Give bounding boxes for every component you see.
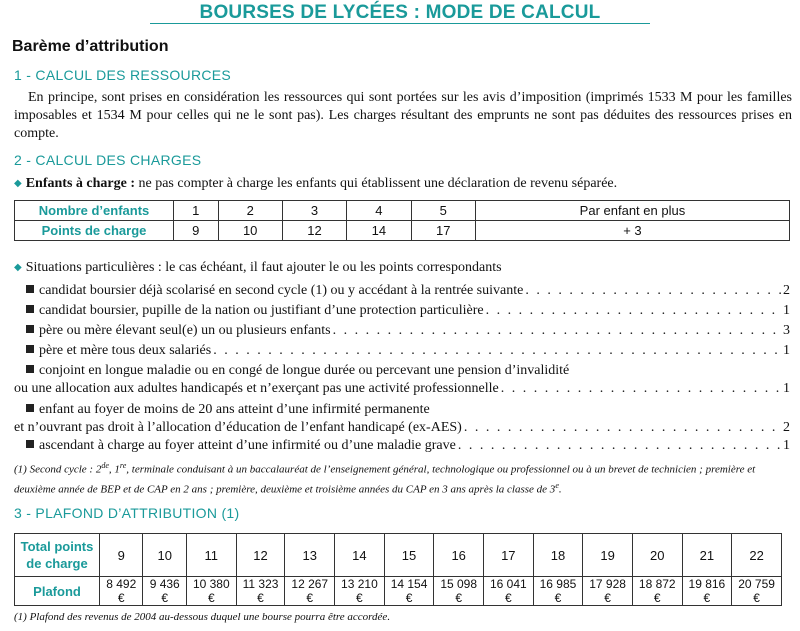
square-bullet-icon <box>26 285 34 293</box>
table-cell: 13 <box>285 534 335 577</box>
table-cell: 15 098 € <box>434 577 484 606</box>
situation-text: père ou mère élevant seul(e) un ou plusieurs enfants <box>39 323 331 338</box>
table-cell: 16 985 € <box>533 577 583 606</box>
square-bullet-icon <box>26 345 34 353</box>
dot-leader <box>464 419 781 437</box>
table-cell: 14 <box>335 534 385 577</box>
second-cycle-footnote <box>14 458 794 497</box>
title-rule <box>150 23 650 24</box>
table-cell: 10 <box>143 534 186 577</box>
dot-leader <box>458 437 781 455</box>
section-3-heading: 3 - PLAFOND D’ATTRIBUTION (1) <box>14 505 240 521</box>
section-1-heading: 1 - CALCUL DES RESSOURCES <box>14 67 232 83</box>
dot-leader <box>501 380 781 398</box>
situation-points: 2 <box>783 283 790 298</box>
row-header-line: de charge <box>26 556 88 571</box>
situation-text: enfant au foyer de moins de 20 ans atteint d’une infirmité permanente <box>39 402 430 417</box>
square-bullet-icon <box>26 440 34 448</box>
table-cell: 18 872 € <box>632 577 682 606</box>
square-bullet-icon <box>26 404 34 412</box>
table-cell: 3 <box>282 201 346 221</box>
table-cell: 10 380 € <box>186 577 236 606</box>
list-item <box>26 282 790 300</box>
table-cell: 4 <box>347 201 411 221</box>
table-cell: 17 928 € <box>583 577 633 606</box>
page-title: BOURSES DE LYCÉES : MODE DE CALCUL <box>199 2 601 23</box>
row-header: Plafond <box>15 577 100 606</box>
row-header: Points de charge <box>15 221 174 241</box>
table-cell: 5 <box>411 201 475 221</box>
list-item <box>14 362 790 398</box>
table-row <box>15 577 782 606</box>
table-cell: 9 <box>174 221 219 241</box>
footnote-text: , terminale conduisant à un baccalauréat de l’enseignement général, technologique ou professionnel ou à un brevet de technicien ; première et deuxième année de BEP et de CAP en 2 ans ; première, deuxième et troisième années du CAP en 3 ans après la classe de 3 <box>14 463 756 496</box>
situation-points: 1 <box>783 303 790 318</box>
enfants-a-charge-line <box>14 176 617 192</box>
footnote-sup: de <box>101 461 109 470</box>
footnote-sup: re <box>119 461 127 470</box>
table-cell: 20 <box>632 534 682 577</box>
dot-leader <box>333 322 781 340</box>
table-cell: 12 <box>282 221 346 241</box>
table-cell: 18 <box>533 534 583 577</box>
footnote-text: , 1 <box>108 463 120 476</box>
row-header <box>15 534 100 577</box>
footnote-text: (1) Second cycle : 2 <box>14 463 102 476</box>
table-cell: 8 492 € <box>100 577 143 606</box>
enfants-text: ne pas compter à charge les enfants qui établissent une déclaration de revenu séparée. <box>134 176 618 191</box>
table-cell: 12 <box>236 534 285 577</box>
situation-text: ou une allocation aux adultes handicapés et n’exerçant pas une activité professionnelle <box>14 381 499 396</box>
table-cell: 19 <box>583 534 633 577</box>
plafond-footnote: (1) Plafond des revenus de 2004 au-dessous duquel une bourse pourra être accordée. <box>14 611 391 623</box>
situation-text: ascendant à charge au foyer atteint d’une infirmité ou d’une maladie grave <box>39 438 456 453</box>
situation-text: conjoint en longue maladie ou en congé de longue durée ou percevant une pension d’invalidité <box>39 363 570 378</box>
situation-points: 3 <box>783 323 790 338</box>
situation-points: 1 <box>783 381 790 396</box>
list-item <box>26 342 790 360</box>
table-cell: 22 <box>732 534 782 577</box>
square-bullet-icon <box>26 305 34 313</box>
table-cell: 13 210 € <box>335 577 385 606</box>
list-item <box>26 302 790 320</box>
square-bullet-icon <box>26 325 34 333</box>
footnote-text: . <box>558 483 562 496</box>
list-item <box>14 401 790 437</box>
table-cell: 11 <box>186 534 236 577</box>
table-cell: 10 <box>218 221 282 241</box>
situation-text: et n’ouvrant pas droit à l’allocation d’éducation de l’enfant handicapé (ex-AES) <box>14 420 462 435</box>
table-cell: 9 436 € <box>143 577 186 606</box>
table-row <box>15 201 790 221</box>
situation-points: 1 <box>783 343 790 358</box>
table-cell: 14 154 € <box>384 577 434 606</box>
section-2-heading: 2 - CALCUL DES CHARGES <box>14 152 202 168</box>
situation-points: 1 <box>783 438 790 453</box>
table-row <box>15 534 782 577</box>
table-cell: 16 041 € <box>484 577 534 606</box>
footnote-sup: e <box>555 480 559 490</box>
diamond-bullet-icon: ◆ <box>14 178 22 189</box>
diamond-bullet-icon: ◆ <box>14 262 22 273</box>
list-item <box>26 322 790 340</box>
situation-text: père et mère tous deux salariés <box>39 343 212 358</box>
table-cell: 14 <box>347 221 411 241</box>
table-cell: Par enfant en plus <box>475 201 789 221</box>
dot-leader <box>213 342 781 360</box>
situation-points: 2 <box>783 420 790 435</box>
table-cell: 16 <box>434 534 484 577</box>
plafond-table <box>14 533 782 606</box>
table-cell: 17 <box>484 534 534 577</box>
table-cell: 11 323 € <box>236 577 285 606</box>
situation-text: candidat boursier déjà scolarisé en second cycle (1) ou y accédant à la rentrée suivante <box>39 283 524 298</box>
table-cell: 12 267 € <box>285 577 335 606</box>
table-cell: 9 <box>100 534 143 577</box>
dot-leader <box>525 282 781 300</box>
table-cell: 19 816 € <box>682 577 732 606</box>
table-cell: 21 <box>682 534 732 577</box>
enfants-table <box>14 200 790 241</box>
situations-intro-line <box>14 260 502 276</box>
table-cell: 20 759 € <box>732 577 782 606</box>
row-header: Nombre d’enfants <box>15 201 174 221</box>
table-cell: 15 <box>384 534 434 577</box>
table-cell: 2 <box>218 201 282 221</box>
dot-leader <box>486 302 781 320</box>
enfants-label: Enfants à charge : <box>25 176 135 191</box>
list-item <box>26 437 790 455</box>
table-cell: 17 <box>411 221 475 241</box>
section-1-paragraph: En principe, sont prises en considération les ressources qui sont portées sur les avis d’imposition (imprimés 1533 M pour les familles imposables et 1534 M pour celles qui ne le sont pas). Les charges résultant des emprunts ne sont pas déduites des ressources prises en compte. <box>14 90 792 141</box>
square-bullet-icon <box>26 365 34 373</box>
table-row <box>15 221 790 241</box>
situation-text: candidat boursier, pupille de la nation ou justifiant d’une protection particulière <box>39 303 484 318</box>
table-cell: + 3 <box>475 221 789 241</box>
table-cell: 1 <box>174 201 219 221</box>
bareme-heading: Barème d’attribution <box>12 38 169 55</box>
situations-intro: Situations particulières : le cas échéant, il faut ajouter le ou les points correspondants <box>25 260 502 275</box>
row-header-line: Total points <box>20 539 94 554</box>
